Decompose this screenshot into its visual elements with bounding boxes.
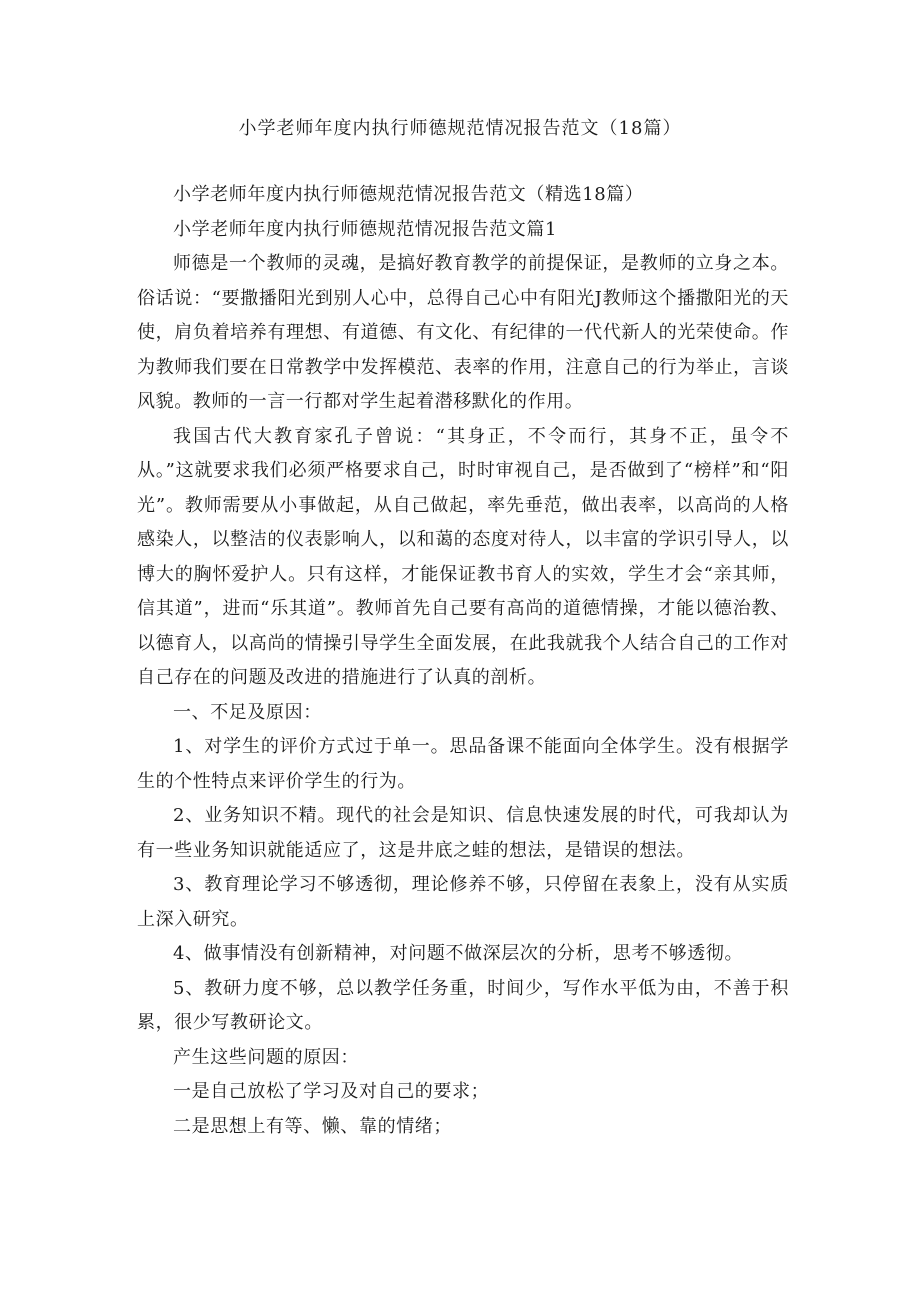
list-item-4: 4、做事情没有创新精神，对问题不做深层次的分析，思考不够透彻。 (173, 943, 744, 964)
list-item-3: 3、教育理论学习不够透彻，理论修养不够，只停留在表象上，没有从实质上深入研究。 (137, 874, 789, 930)
document-body (137, 178, 789, 1144)
document-subtitle: 小学老师年度内执行师德规范情况报告范文（精选18篇） (173, 184, 644, 205)
list-item-2: 2、业务知识不精。现代的社会是知识、信息快速发展的时代，可我却认为有一些业务知识就能适应了，这是井底之蛙的想法，是错误的想法。 (137, 805, 789, 861)
cause-2: 二是思想上有等、懒、靠的情绪； (173, 1115, 452, 1137)
document-title: 小学老师年度内执行师德规范情况报告范文（18篇） (238, 118, 682, 139)
list-item-1: 1、对学生的评价方式过于单一。思品备课不能面向全体学生。没有根据学生的个性特点来评价学生的行为。 (137, 736, 789, 792)
list-item-5: 5、教研力度不够，总以教学任务重，时间少，写作水平低为由，不善于积累，很少写教研论文。 (137, 977, 789, 1033)
heading-causes: 产生这些问题的原因： (173, 1046, 359, 1068)
section-heading: 小学老师年度内执行师德规范情况报告范文篇1 (173, 218, 558, 240)
heading-shortcomings: 一、不足及原因： (173, 701, 322, 723)
cause-1: 一是自己放松了学习及对自己的要求； (173, 1081, 490, 1102)
paragraph-intro: 师德是一个教师的灵魂，是搞好教育教学的前提保证，是教师的立身之本。俗话说：“要撒播阳光到别人心中，总得自己心中有阳光J教师这个播撒阳光的天使，肩负着培养有理想、有道德、有文化、有纪律的一代代新人的光荣使命。作为教师我们要在日常教学中发挥模范、表率的作用，注意自己的行为举止，言谈风貌。教师的一言一行都对学生起着潜移默化的作用。 (137, 253, 789, 412)
paragraph-confucius: 我国古代大教育家孔子曾说：“其身正，不令而行，其身不正，虽令不从。”这就要求我们必须严格要求自己，时时审视自己，是否做到了“榜样”和“阳光”。教师需要从小事做起，从自己做起，率先垂范，做出表率，以高尚的人格感染人，以整洁的仪表影响人，以和蔼的态度对待人，以丰富的学识引导人，以博大的胸怀爱护人。只有这样，才能保证教书育人的实效，学生才会“亲其师，信其道”，进而“乐其道”。教师首先自己要有高尚的道德情操，才能以德治教、以德育人，以高尚的情操引导学生全面发展，在此我就我个人结合自己的工作对自己存在的问题及改进的措施进行了认真的剖析。 (137, 425, 789, 688)
